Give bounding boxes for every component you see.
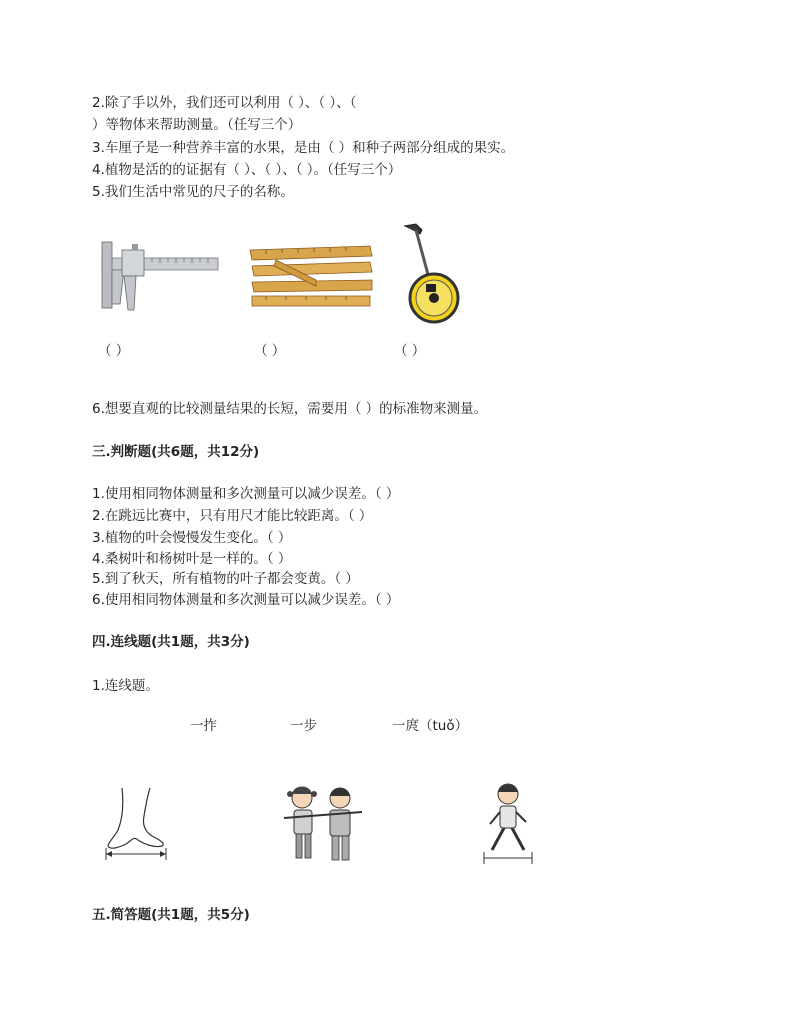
question-3: 3.车厘子是一种营养丰富的水果，是由（ ）和种子两部分组成的果实。: [92, 140, 515, 156]
section-3-heading: 三.判断题(共6题，共12分): [92, 444, 260, 460]
judge-item-4: 4.桑树叶和杨树叶是一样的。（ ）: [92, 551, 292, 567]
judge-item-5: 5.到了秋天，所有植物的叶子都会变黄。（ ）: [92, 571, 359, 587]
arm-span-children-image[interactable]: [278, 782, 368, 866]
hand-span-image[interactable]: [100, 786, 172, 862]
match-word-tuo[interactable]: 一庹（tuǒ）: [392, 718, 469, 734]
question-4: 4.植物是活的的证据有（ ）、（ ）、（ ）。（任写三个）: [92, 162, 402, 178]
section-5-heading: 五.简答题(共1题，共5分): [92, 907, 250, 923]
measuring-wheel-image: [396, 220, 466, 328]
judge-item-2: 2.在跳远比赛中，只有用尺才能比较距离。（ ）: [92, 508, 373, 524]
ruler-name-blank-2[interactable]: （ ）: [254, 343, 286, 359]
judge-item-6: 6.使用相同物体测量和多次测量可以减少误差。（ ）: [92, 592, 400, 608]
folding-ruler-image: [246, 240, 376, 312]
ruler-name-blank-3[interactable]: （ ）: [394, 343, 426, 359]
ruler-name-blank-1[interactable]: （ ）: [98, 343, 130, 359]
section-4-heading: 四.连线题(共1题，共3分): [92, 634, 250, 650]
vernier-caliper-image: [98, 238, 220, 314]
match-word-bu[interactable]: 一步: [290, 718, 317, 734]
question-2-line-2: ）等物体来帮助测量。（任写三个）: [92, 117, 302, 133]
matching-question-1: 1.连线题。: [92, 678, 159, 694]
question-5: 5.我们生活中常见的尺子的名称。: [92, 184, 294, 200]
match-word-zha[interactable]: 一拃: [190, 718, 217, 734]
judge-item-3: 3.植物的叶会慢慢发生变化。（ ）: [92, 530, 292, 546]
question-2-line-1: 2.除了手以外，我们还可以利用（ ）、（ ）、（: [92, 95, 357, 111]
judge-item-1: 1.使用相同物体测量和多次测量可以减少误差。（ ）: [92, 486, 400, 502]
question-6: 6.想要直观的比较测量结果的长短，需要用（ ）的标准物来测量。: [92, 401, 488, 417]
walking-step-image[interactable]: [480, 780, 536, 866]
